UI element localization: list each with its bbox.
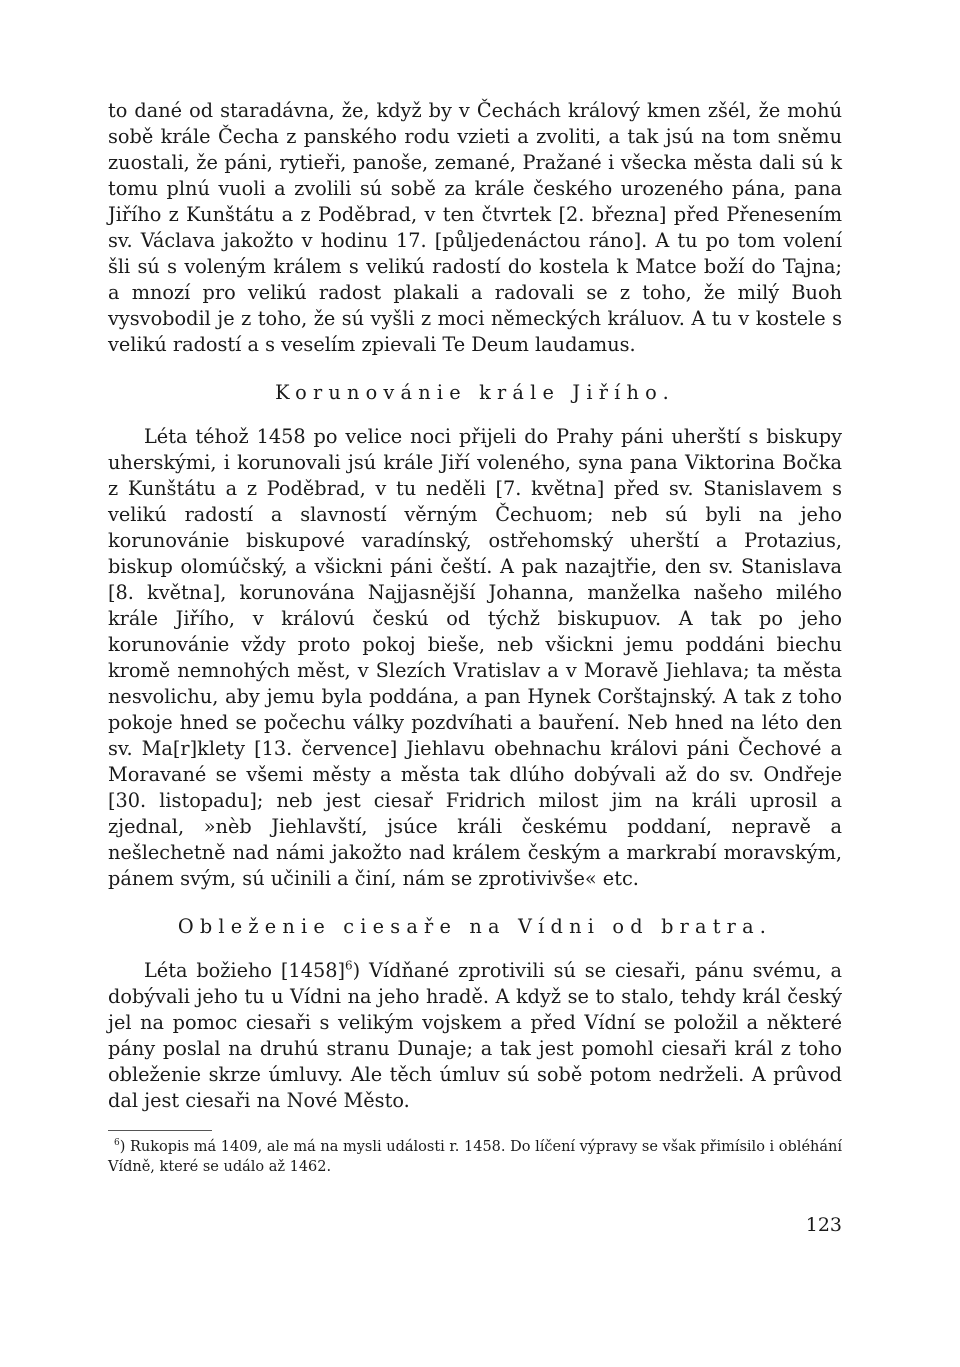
- footnote-reference: 6: [345, 958, 353, 973]
- paragraph-siege-of-vienna: [108, 958, 842, 1114]
- paragraph-royal-election: to dané od staradávna, že, když by v Čechách králový kmen zšél, že mohú sobě krále Čecha z panského rodu vzieti a zvoliti, a tak jsú na tom sněmu zuostali, že páni, rytieři, panoše, zemané, Pražané i všecka města dali sú k tomu plnú vuoli a zvolili sú sobě za krále českého urozeného pána, pana Jiřího z Kunštátu a z Poděbrad, v ten čtvrtek [2. března] před Přenesením sv. Václava jakožto v hodinu 17. [půljedenáctou ráno]. A tu po tom volení šli sú s voleným králem s velikú radostí do kostela k Matce boží do Tajna; a mnozí pro velikú radost plakali a radovali se z toho, že milý Buoh vysvobodil je z toho, že sú vyšli z moci německých králuov. A tu v kostele s velikú radostí a s veselím zpievali Te Deum laudamus.: [108, 99, 842, 356]
- section-heading-siege-of-vienna: Obleženie ciesaře na Vídni od bratra.: [177, 915, 773, 938]
- paragraph-siege-text-rest: ) Vídňané zprotivili sú se ciesaři, pánu svému, a dobývali jeho tu u Vídni na jeho hradě. A když se to stalo, tehdy král český jel na pomoc ciesaři s velikým vojskem a před Vídní se položil a některé pány poslal na druhú stranu Dunaje; a tak jest pomohl ciesaři král z toho obleženie skrze úmluvy. Ale těch úmluv sú sobě potom nedrželi. A prûvod dal jest ciesaři na Nové Město.: [108, 959, 842, 1112]
- paragraph-siege-text-start: Léta božieho [1458]: [144, 959, 346, 982]
- footnote-divider: [108, 1130, 212, 1131]
- footnote-marker: 6: [114, 1138, 120, 1149]
- footnote-text: ) Rukopis má 1409, ale má na mysli události r. 1458. Do líčení výpravy se však přimísilo i obléhání Vídně, které se událo až 1462.: [108, 1139, 842, 1175]
- paragraph-coronation: Léta téhož 1458 po velice noci přijeli do Prahy páni uherští s biskupy uherskými, i korunovali jsú krále Jiří voleného, syna pana Viktorina Bočka z Kunštátu a z Poděbrad, v tu neděli [7. května] před sv. Stanislavem s velikú radostí a slavností věrným Čechuom; neb sú byli na jeho korunovánie biskupové varadínský, ostřehomský uherští a Protazius, biskup olomúčský, a všickni páni čeští. A pak nazajtřie, den sv. Stanislava [8. května], korunována Najjasnější Johanna, manželka našeho milého krále Jiřího, v královú českú od týchž biskupuov. A tak po jeho korunovánie vždy proto pokoj bieše, neb všickni jemu poddáni biechu kromě nemnohých měst, v Slezích Vratislav a v Moravě Jiehlava; ta města nesvolichu, aby jemu byla poddána, a pan Hynek Corštajnský. A tak z toho pokoje hned se počechu války pozdvíhati a bauření. Neb hned na léto den sv. Ma[r]klety [13. července] Jiehlavu obehnachu královi páni Čechové a Moravané se všemi městy a města tak dlúho dobývali až do sv. Ondřeje [30. listopadu]; neb jest ciesař Fridrich milost jim na králi uprosil a zjednal, »nèb Jiehlavští, jsúce králi českému poddaní, nepravě a nešlechetně nad námi jakožto nad králem českým a markrabí moravským, pánem svým, sú učinili a činí, nám se zprotivivše« etc.: [108, 425, 842, 890]
- page-number: 123: [805, 1214, 842, 1236]
- footnote: [108, 1137, 842, 1177]
- section-heading-coronation: Korunovánie krále Jiřího.: [275, 381, 675, 404]
